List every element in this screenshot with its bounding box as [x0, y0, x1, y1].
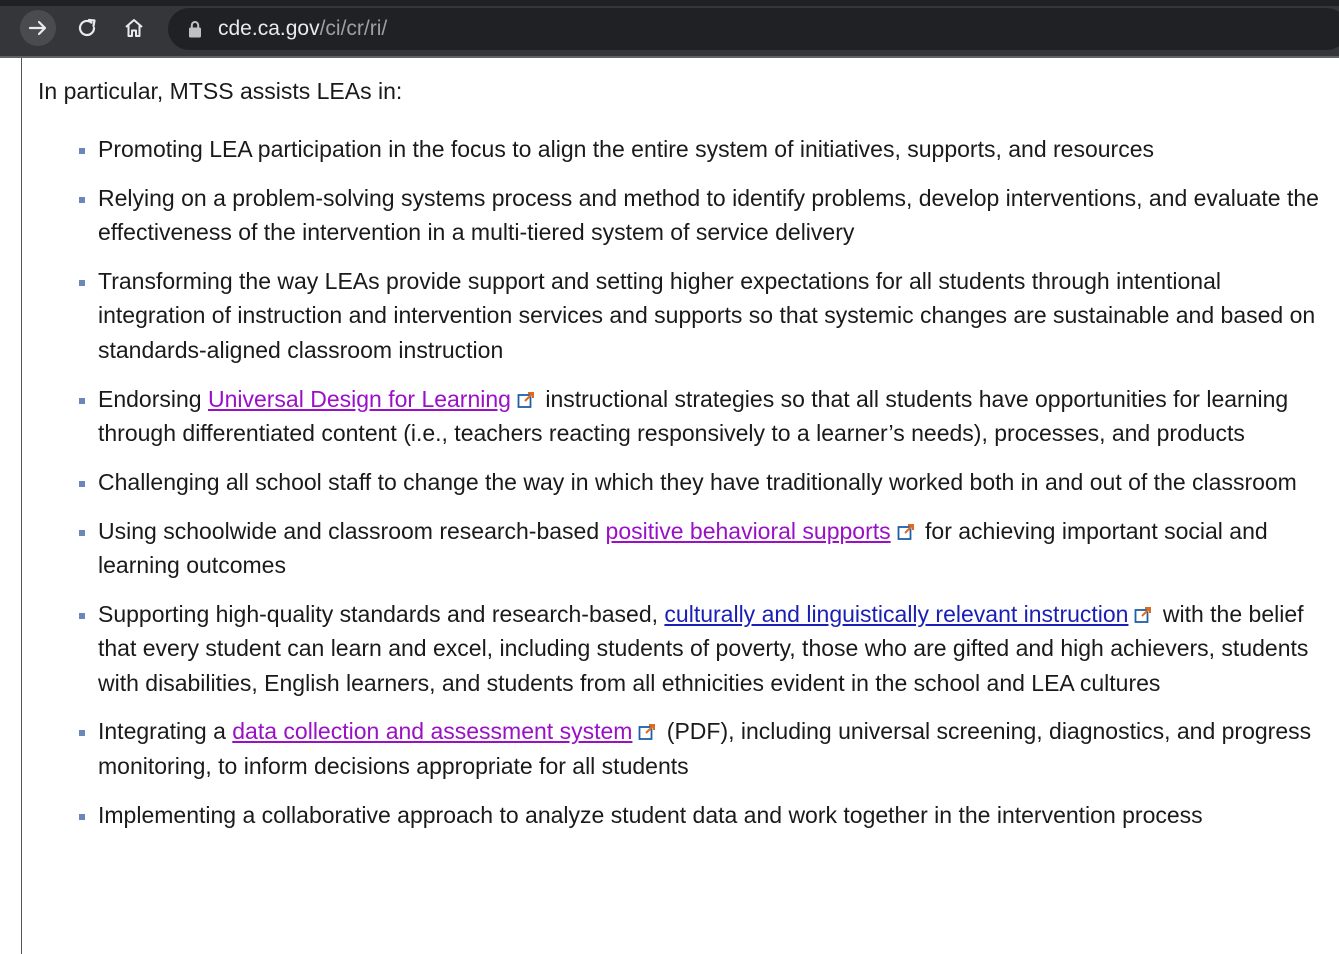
bullet-icon	[79, 814, 85, 820]
external-link-icon[interactable]	[638, 723, 656, 741]
bullet-icon	[79, 730, 85, 736]
bullet-icon	[79, 197, 85, 203]
bullet-icon	[79, 530, 85, 536]
address-bar[interactable]	[168, 8, 1339, 50]
item-text-after: instructional strategies so that all students have opportunities for learning through differentiated content (i.e., teachers reacting responsively to a learner’s needs), processes, and products	[98, 385, 1289, 447]
browser-toolbar	[0, 0, 1339, 58]
mtss-list	[98, 132, 1323, 846]
url-domain: cde.ca.gov	[218, 17, 320, 40]
item-text: Implementing a collaborative approach to analyze student data and work together in the intervention process	[98, 801, 1203, 828]
item-text-before: Supporting high-quality standards and research-based,	[98, 600, 665, 627]
reload-button[interactable]	[69, 10, 105, 46]
pbs-link[interactable]: positive behavioral supports	[605, 517, 891, 544]
data-collection-link[interactable]: data collection and assessment system	[232, 718, 633, 745]
page-content	[21, 58, 1339, 954]
list-item	[98, 465, 1323, 499]
lock-icon[interactable]	[188, 20, 202, 38]
list-item	[98, 597, 1323, 700]
bullet-icon	[79, 398, 85, 404]
item-text: Challenging all school staff to change the way in which they have traditionally worked both in and out of the classroom	[98, 468, 1297, 495]
bullet-icon	[79, 148, 85, 154]
list-item	[98, 181, 1323, 250]
url-path: /ci/cr/ri/	[319, 17, 388, 40]
udl-link[interactable]: Universal Design for Learning	[207, 385, 511, 412]
item-text-after: for achieving important social and learning outcomes	[98, 517, 1268, 579]
item-text: Promoting LEA participation in the focus to align the entire system of initiatives, supports, and resources	[98, 136, 1155, 162]
item-text: Transforming the way LEAs provide support and setting higher expectations for all students through intentional integration of instruction and intervention services and supports so that systemic changes are sustainable and based on standards-aligned classroom instruction	[98, 268, 1316, 363]
external-link-icon[interactable]	[1134, 606, 1152, 624]
item-text: Relying on a problem-solving systems process and method to identify problems, develop interventions, and evaluate the effectiveness of the intervention in a multi-tiered system of service delivery	[98, 184, 1319, 246]
list-item	[98, 714, 1323, 783]
bullet-icon	[79, 481, 85, 487]
url-text[interactable]	[218, 18, 387, 40]
tab-strip	[0, 0, 1339, 6]
list-item	[98, 382, 1323, 451]
item-text-after: with the belief that every student can learn and excel, including students of poverty, those who are gifted and high achievers, students with disabilities, English learners, and students from all ethnicities evident in the school and LEA cultures	[98, 600, 1309, 696]
item-text-before: Integrating a	[98, 718, 233, 745]
bullet-icon	[79, 280, 85, 286]
forward-arrow-icon	[26, 16, 50, 40]
home-button[interactable]	[116, 10, 152, 46]
external-link-icon[interactable]	[897, 523, 915, 541]
external-link-icon[interactable]	[517, 391, 535, 409]
item-text-before: Endorsing	[98, 385, 208, 412]
list-item	[98, 514, 1323, 583]
item-text-before: Using schoolwide and classroom research-based	[98, 517, 606, 544]
bullet-icon	[79, 613, 85, 619]
list-item	[98, 798, 1323, 832]
intro-text: In particular, MTSS assists LEAs in:	[38, 78, 403, 104]
list-item	[98, 132, 1323, 166]
home-icon	[122, 16, 146, 40]
list-item	[98, 264, 1323, 367]
reload-icon	[75, 16, 99, 40]
item-text-after: (PDF), including universal screening, diagnostics, and progress monitoring, to inform decisions appropriate for all students	[98, 718, 1312, 779]
forward-button[interactable]	[20, 10, 56, 46]
culturally-relevant-link[interactable]: culturally and linguistically relevant instruction	[664, 600, 1129, 627]
